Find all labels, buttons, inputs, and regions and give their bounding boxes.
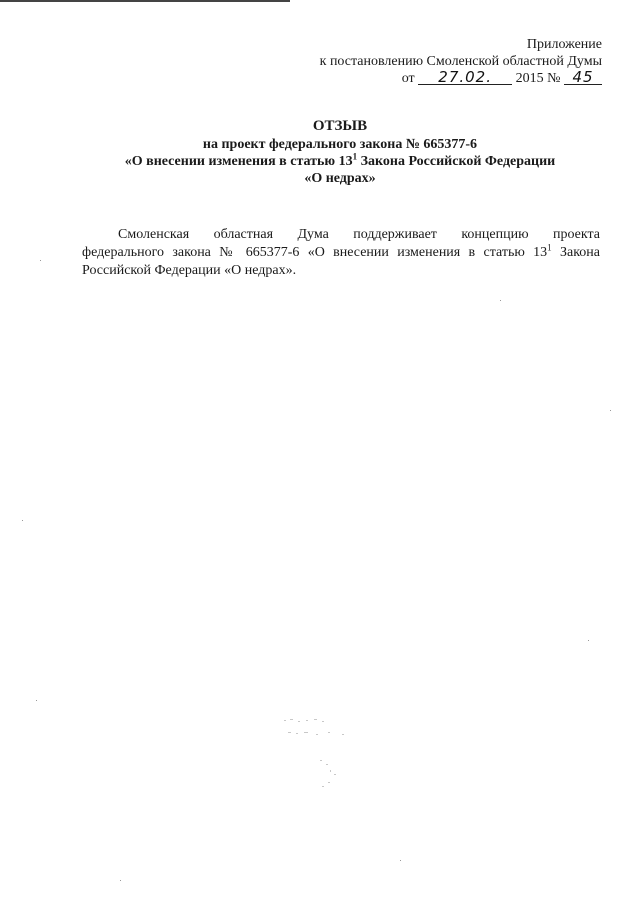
document-title [80,118,600,187]
title-superscript: 1 [352,151,358,162]
appendix-resolution: к постановлению Смоленской областной Думы [319,54,602,69]
title-line-3-end: Закона Российской Федерации [357,154,556,169]
faint-stamp-marks [270,712,370,792]
scan-speck [500,300,501,301]
body-line-2-start: федерального закона № 665377-6 «О внесении изменения в статью 13 [82,245,548,260]
scan-speck [610,410,611,411]
handwritten-number: 45 [564,70,602,85]
body-line-1: Смоленская областная Дума поддерживает концепцию проекта [118,227,600,242]
body-line-3: Российской Федерации «О недрах». [82,263,297,278]
scan-speck [120,880,121,881]
body-paragraph [82,226,600,280]
appendix-header [320,36,602,87]
handwritten-date: 27.02. [418,70,512,85]
title-line-3 [80,153,600,170]
date-from-label: от [401,71,415,86]
body-line-2 [82,244,600,262]
scan-edge-line [0,0,290,2]
year-number-label: 2015 № [515,71,561,86]
appendix-date-line [320,70,602,87]
title-main: ОТЗЫВ [312,118,368,134]
scan-speck [22,520,23,521]
scan-speck [588,640,589,641]
title-line-2: на проект федерального закона № 665377-6 [202,137,478,152]
body-superscript: 1 [547,242,552,253]
appendix-label: Приложение [526,37,602,52]
title-line-3-start: «О внесении изменения в статью 13 [124,154,353,169]
body-line-2-end: Закона [551,245,600,260]
scan-speck [36,700,37,701]
title-line-4: «О недрах» [304,171,376,186]
scan-speck [400,860,401,861]
scan-speck [40,260,41,261]
